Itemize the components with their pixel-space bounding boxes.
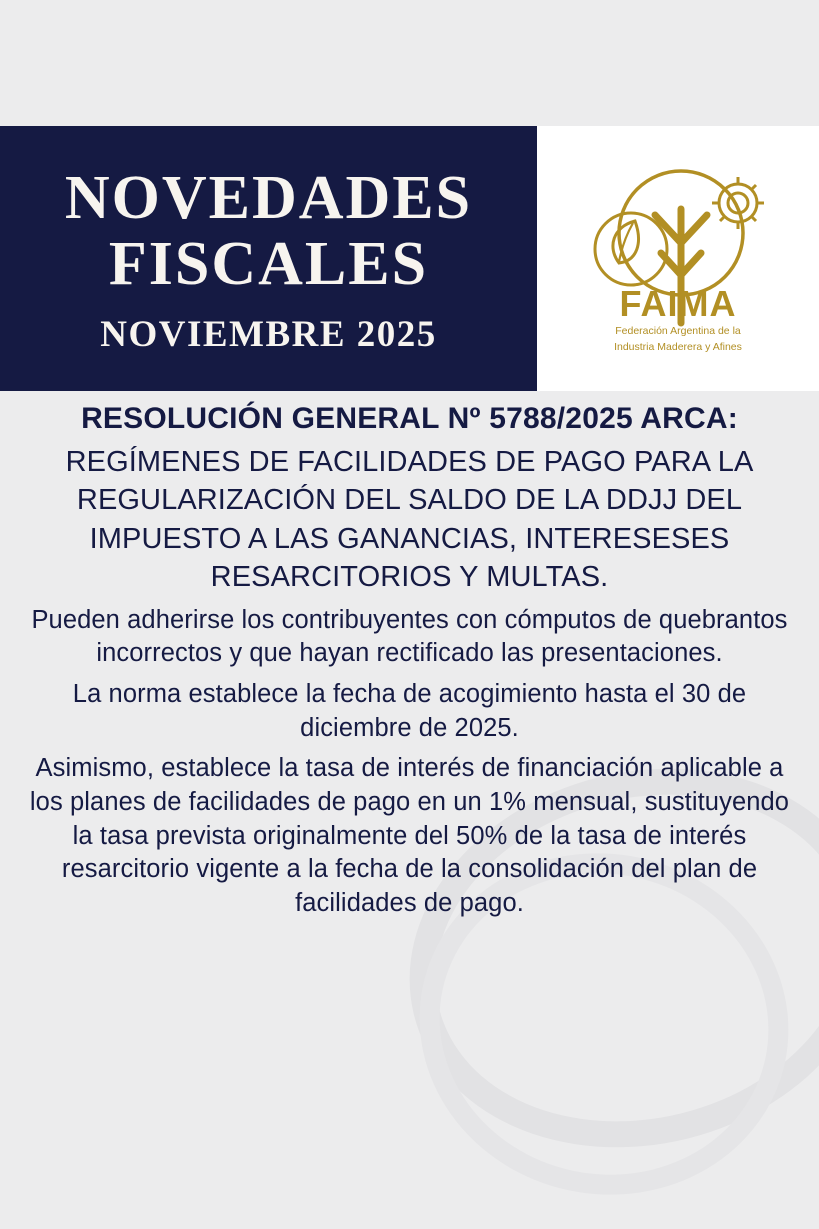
content-body — [0, 400, 819, 921]
logo-wordmark — [563, 282, 793, 354]
logo-tagline-line1: Federación Argentina de la — [615, 324, 741, 337]
paragraph-1: Pueden adherirse los contribuyentes con cómputos de quebrantos incorrectos y que hayan rectificado las presentaciones. — [31, 605, 788, 668]
logo-tagline-line2: Industria Maderera y Afines — [614, 340, 742, 353]
page-title-line2: FISCALES — [108, 230, 429, 298]
faima-logo — [563, 151, 793, 366]
logo-panel — [537, 126, 819, 391]
header-banner — [0, 126, 819, 391]
page-subtitle-date: NOVIEMBRE 2025 — [100, 314, 437, 355]
resolution-subtitle: REGÍMENES DE FACILIDADES DE PAGO PARA LA REGULARIZACIÓN DEL SALDO DE LA DDJJ DEL IMPUESTO A LAS GANANCIAS, INTERESESES RESARCITORIOS Y MULTAS. — [65, 445, 754, 594]
page-title-line1: NOVEDADES — [64, 164, 473, 232]
header-title-panel — [0, 126, 537, 391]
resolution-title: RESOLUCIÓN GENERAL Nº 5788/2025 ARCA: — [81, 402, 738, 435]
paragraph-3: Asimismo, establece la tasa de interés de financiación aplicable a los planes de facilidades de pago en un 1% mensual, sustituyendo la tasa prevista originalmente del 50% de la tasa de interés resarcitorio vigente a la fecha de la consolidación del plan de facilidades de pago. — [29, 754, 790, 917]
logo-name: FAIMA — [619, 282, 737, 324]
paragraph-2: La norma establece la fecha de acogimiento hasta el 30 de diciembre de 2025. — [72, 680, 747, 742]
